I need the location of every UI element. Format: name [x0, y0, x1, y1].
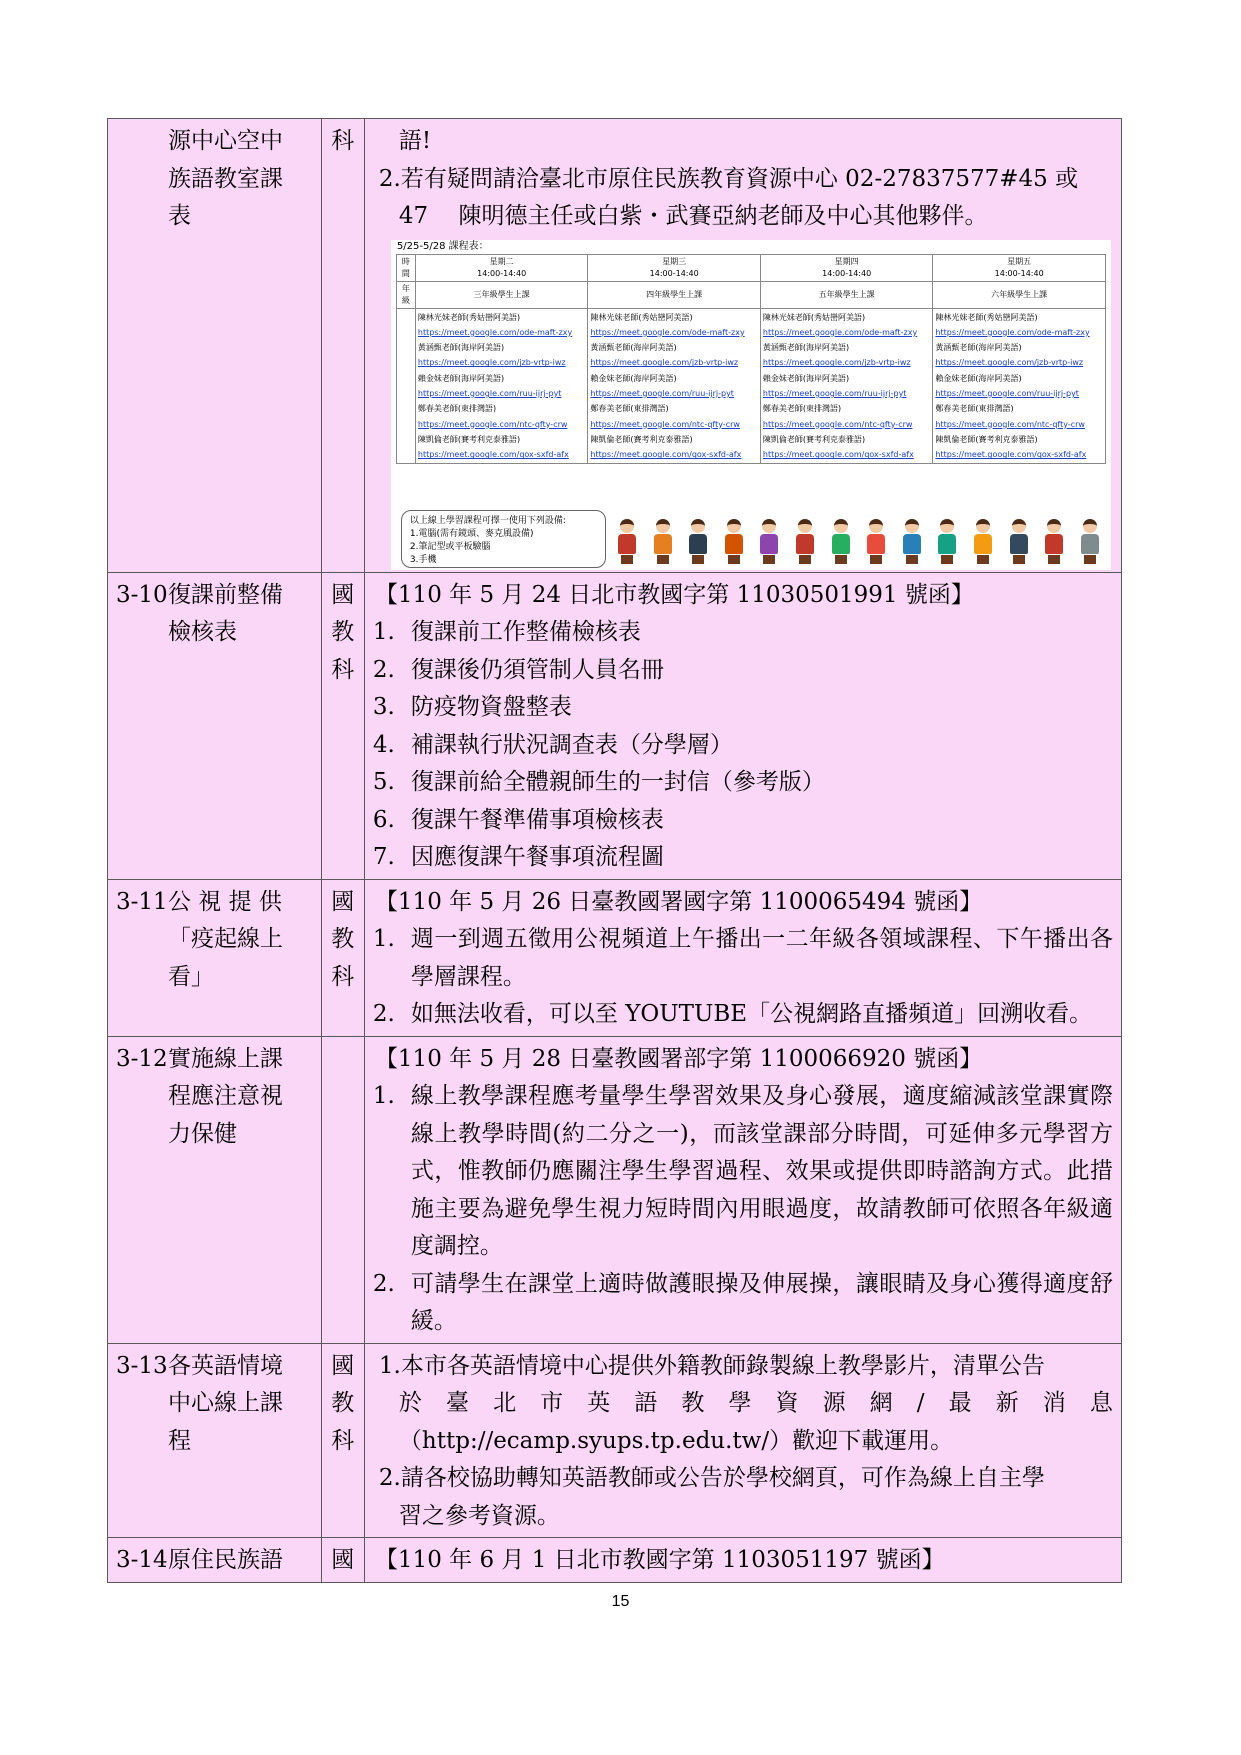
reference-letter: 【110 年 6 月 1 日北市教國字第 1103051197 號函】 — [374, 1547, 945, 1573]
item-title-cell — [108, 1538, 322, 1583]
figure-icon — [652, 519, 674, 564]
figure-icon — [687, 519, 709, 564]
meet-link[interactable]: https://meet.google.com/qox-sxfd-afx — [935, 450, 1087, 460]
meet-link[interactable]: https://meet.google.com/jzb-vrtp-iwz — [762, 358, 911, 368]
department-char: 科 — [331, 128, 355, 154]
reference-letter: 【110 年 5 月 28 日臺教國署部字第 1100066920 號函】 — [374, 1045, 983, 1072]
schedule-header-row — [396, 254, 1105, 281]
list-item: 4. 補課執行狀況調查表（分學層） — [372, 731, 733, 758]
list-item: 1. 週一到週五徵用公視頻道上午播出一二年級各領域課程、下午播出各學層課程。 — [372, 926, 1113, 990]
teacher-name: 陳林光妹老師(秀姑巒阿美語) — [935, 312, 1038, 322]
indigenous-figures-illustration — [616, 514, 1101, 564]
schedule-grade-row — [396, 281, 1105, 308]
content-cell — [364, 119, 1121, 573]
teacher-name: 鄭春美老師(東排灣語) — [417, 404, 497, 414]
title-line: 實施線上課 — [168, 1045, 283, 1072]
meet-link[interactable]: https://meet.google.com/jzb-vrtp-iwz — [590, 358, 739, 368]
meet-link[interactable]: https://meet.google.com/ode-maft-zxy — [935, 327, 1090, 337]
item-number: 3-14 — [116, 1547, 168, 1573]
day-name: 星期四 — [834, 256, 859, 266]
teacher-name: 陳凱倫老師(賽考利克泰雅語) — [590, 434, 693, 444]
equip-line: 以上線上學習課程可擇一使用下列設備: — [409, 515, 566, 526]
figure-icon — [865, 519, 887, 564]
department-char: 國 — [331, 581, 355, 608]
list-item: 3. 防疫物資盤整表 — [372, 694, 572, 720]
day-name: 星期二 — [489, 256, 514, 266]
department-cell — [321, 1036, 364, 1343]
department-char: 國 — [331, 1352, 355, 1379]
teacher-name: 陳凱倫老師(賽考利克泰雅語) — [762, 434, 866, 444]
grade-cell: 六年級學生上課 — [933, 281, 1106, 308]
content-cell — [364, 1036, 1121, 1343]
meet-link[interactable]: https://meet.google.com/ruu-ijrj-pyt — [935, 388, 1079, 398]
teacher-name: 鄭春美老師(東排灣語) — [762, 404, 842, 414]
figure-icon — [1008, 519, 1030, 564]
figure-icon — [936, 519, 958, 564]
class-time: 14:00-14:40 — [649, 268, 699, 278]
teacher-list — [933, 308, 1106, 464]
title-line: 力保健 — [168, 1120, 237, 1147]
teacher-name: 陳林光妹老師(秀姑巒阿美語) — [590, 312, 693, 322]
time-label: 時間 — [396, 254, 415, 281]
equipment-note — [401, 510, 606, 568]
meet-link[interactable]: https://meet.google.com/qox-sxfd-afx — [417, 450, 569, 460]
list-item: 1. 復課前工作整備檢核表 — [372, 619, 641, 645]
teacher-name: 黃涵甄老師(海岸阿美語) — [762, 343, 850, 353]
meet-link[interactable]: https://meet.google.com/ntc-qfty-crw — [590, 419, 740, 429]
meet-link[interactable]: https://meet.google.com/ntc-qfty-crw — [417, 419, 568, 429]
list-item: 7. 因應復課午餐事項流程圖 — [372, 844, 664, 870]
table-row — [108, 1036, 1122, 1343]
spread-line: 於 臺 北 市 英 語 教 學 資 源 網 / 最 新 消 息 — [398, 1390, 1113, 1416]
equip-line: 2.筆記型或平板驗腦 — [409, 541, 491, 552]
meet-link[interactable]: https://meet.google.com/jzb-vrtp-iwz — [417, 358, 566, 368]
class-time: 14:00-14:40 — [477, 268, 527, 278]
meet-link[interactable]: https://meet.google.com/ntc-qfty-crw — [935, 419, 1085, 429]
department-cell — [321, 119, 364, 573]
equip-line: 3.手機 — [409, 554, 437, 565]
teacher-name: 賴金妹老師(海岸阿美語) — [762, 373, 850, 383]
figure-icon — [972, 519, 994, 564]
department-char: 科 — [331, 656, 355, 683]
schedule-caption: 5/25-5/28 課程表： — [396, 240, 489, 252]
list-item: 2. 如無法收看，可以至 YOUTUBE「公視網路直播頻道」回溯收看。 — [372, 1001, 1093, 1027]
department-cell — [321, 1343, 364, 1538]
title-line: 復課前整備 — [168, 581, 283, 608]
reference-letter: 【110 年 5 月 26 日臺教國署國字第 1100065494 號函】 — [374, 888, 983, 915]
meet-link[interactable]: https://meet.google.com/ode-maft-zxy — [762, 327, 918, 337]
content-line: 47 陳明德主任或白紫・武賽亞納老師及中心其他夥伴。 — [398, 203, 988, 229]
meet-link[interactable]: https://meet.google.com/ruu-ijrj-pyt — [417, 388, 562, 398]
content-line: 1.本市各英語情境中心提供外籍教師錄製線上教學影片，清單公告 — [378, 1352, 1045, 1379]
grade-cell: 五年級學生上課 — [760, 281, 933, 308]
department-char: 教 — [331, 619, 355, 645]
meet-link[interactable]: https://meet.google.com/ruu-ijrj-pyt — [590, 388, 734, 398]
content-line: 2.若有疑問請洽臺北市原住民族教育資源中心 02-27837577#45 或 — [378, 165, 1079, 192]
teacher-name: 陳凱倫老師(賽考利克泰雅語) — [417, 434, 521, 444]
figure-icon — [830, 519, 852, 564]
figure-icon — [616, 519, 638, 564]
item-title-cell — [108, 1343, 322, 1538]
title-line: 「疫起線上 — [168, 926, 283, 952]
teacher-name: 賴金妹老師(海岸阿美語) — [935, 373, 1022, 383]
teacher-list — [415, 308, 588, 464]
content-line: （http://ecamp.syups.tp.edu.tw/）歡迎下載運用。 — [398, 1427, 954, 1454]
empty-label — [396, 308, 415, 464]
class-time: 14:00-14:40 — [822, 268, 872, 278]
content-line: 2.請各校協助轉知英語教師或公告於學校網頁，可作為線上自主學 — [378, 1465, 1045, 1491]
schedule-entries-row — [396, 308, 1105, 464]
table-row — [108, 879, 1122, 1036]
teacher-name: 陳凱倫老師(賽考利克泰雅語) — [935, 434, 1038, 444]
title-line: 檢核表 — [168, 619, 237, 645]
day-header — [415, 254, 588, 281]
document-table — [107, 118, 1122, 1583]
teacher-name: 陳林光妹老師(秀姑巒阿美語) — [417, 312, 521, 322]
department-char: 國 — [331, 888, 355, 915]
grade-label: 年級 — [396, 281, 415, 308]
schedule-image — [391, 240, 1111, 570]
department-cell — [321, 572, 364, 879]
teacher-name: 賴金妹老師(海岸阿美語) — [590, 373, 677, 383]
department-char: 科 — [331, 963, 355, 990]
teacher-list — [760, 308, 933, 464]
content-line: 習之參考資源。 — [398, 1502, 560, 1529]
department-char: 教 — [331, 1390, 355, 1416]
table-row — [108, 119, 1122, 573]
item-title-cell — [108, 1036, 322, 1343]
grade-cell: 三年級學生上課 — [415, 281, 588, 308]
list-item: 2. 復課後仍須管制人員名冊 — [372, 656, 664, 683]
teacher-name: 黃涵甄老師(海岸阿美語) — [935, 343, 1022, 353]
meet-link[interactable]: https://meet.google.com/ode-maft-zxy — [590, 327, 745, 337]
table-row — [108, 1538, 1122, 1583]
title-line: 看」 — [168, 963, 214, 990]
title-line: 原住民族語 — [168, 1547, 283, 1573]
meet-link[interactable]: https://meet.google.com/ode-maft-zxy — [417, 327, 573, 337]
teacher-name: 黃涵甄老師(海岸阿美語) — [417, 343, 505, 353]
meet-link[interactable]: https://meet.google.com/jzb-vrtp-iwz — [935, 358, 1084, 368]
meet-link[interactable]: https://meet.google.com/qox-sxfd-afx — [762, 450, 914, 460]
content-cell — [364, 879, 1121, 1036]
schedule-table — [396, 254, 1106, 465]
teacher-list — [588, 308, 761, 464]
teacher-name: 賴金妹老師(海岸阿美語) — [417, 373, 505, 383]
list-item: 6. 復課午餐準備事項檢核表 — [372, 806, 664, 833]
day-name: 星期三 — [662, 256, 687, 266]
figure-icon — [901, 519, 923, 564]
list-item: 5. 復課前給全體親師生的一封信（參考版） — [372, 769, 825, 795]
title-line: 程應注意視 — [168, 1083, 283, 1109]
page-number: 15 — [611, 1593, 630, 1610]
figure-icon — [794, 519, 816, 564]
item-title-cell — [108, 879, 322, 1036]
title-line: 源中心空中 — [168, 128, 283, 154]
equip-line: 1.電腦(需有鏡頭、麥克風設備) — [409, 528, 534, 539]
day-header — [588, 254, 761, 281]
figure-icon — [1043, 519, 1065, 564]
meet-link[interactable]: https://meet.google.com/qox-sxfd-afx — [590, 450, 742, 460]
teacher-name: 陳林光妹老師(秀姑巒阿美語) — [762, 312, 866, 322]
table-row — [108, 1343, 1122, 1538]
item-title-cell — [108, 119, 322, 573]
teacher-name: 鄭春美老師(東排灣語) — [935, 404, 1014, 414]
reference-letter: 【110 年 5 月 24 日北市教國字第 11030501991 號函】 — [374, 581, 974, 608]
teacher-name: 鄭春美老師(東排灣語) — [590, 404, 669, 414]
content-cell — [364, 1343, 1121, 1538]
list-item: 2. 可請學生在課堂上適時做護眼操及伸展操，讓眼睛及身心獲得適度舒緩。 — [372, 1270, 1113, 1334]
meet-link[interactable]: https://meet.google.com/ruu-ijrj-pyt — [762, 388, 907, 398]
title-line: 中心線上課 — [168, 1390, 283, 1416]
day-name: 星期五 — [1007, 256, 1032, 266]
item-number: 3-13 — [116, 1352, 168, 1379]
title-line: 公 視 提 供 — [168, 888, 282, 915]
department-char: 科 — [331, 1427, 355, 1454]
class-time: 14:00-14:40 — [994, 268, 1044, 278]
table-row — [108, 572, 1122, 879]
department-cell — [321, 879, 364, 1036]
meet-link[interactable]: https://meet.google.com/ntc-qfty-crw — [762, 419, 913, 429]
content-line: 語! — [398, 128, 432, 154]
item-title-cell — [108, 572, 322, 879]
content-cell — [364, 572, 1121, 879]
item-number: 3-10 — [116, 581, 168, 608]
department-cell — [321, 1538, 364, 1583]
figure-icon — [758, 519, 780, 564]
title-line: 族語教室課 — [168, 165, 283, 192]
title-line: 表 — [168, 203, 191, 229]
teacher-name: 黃涵甄老師(海岸阿美語) — [590, 343, 677, 353]
day-header — [760, 254, 933, 281]
list-item: 1. 線上教學課程應考量學生學習效果及身心發展，適度縮減該堂課實際線上教學時間(約二分之一)，而該堂課部分時間，可延伸多元學習方式，惟教師仍應關注學生學習過程、效果或提供即時諮詢方式。此措施主要為避免學生視力短時間內用眼過度，故請教師可依照各年級適度調控。 — [372, 1083, 1113, 1259]
figure-icon — [723, 519, 745, 564]
item-number: 3-12 — [116, 1045, 168, 1072]
figure-icon — [1079, 519, 1101, 564]
grade-cell: 四年級學生上課 — [588, 281, 761, 308]
title-line: 程 — [168, 1427, 191, 1454]
day-header — [933, 254, 1106, 281]
department-char: 教 — [331, 926, 355, 952]
item-number: 3-11 — [116, 888, 168, 915]
department-char: 國 — [331, 1547, 355, 1573]
content-cell — [364, 1538, 1121, 1583]
title-line: 各英語情境 — [168, 1352, 283, 1379]
